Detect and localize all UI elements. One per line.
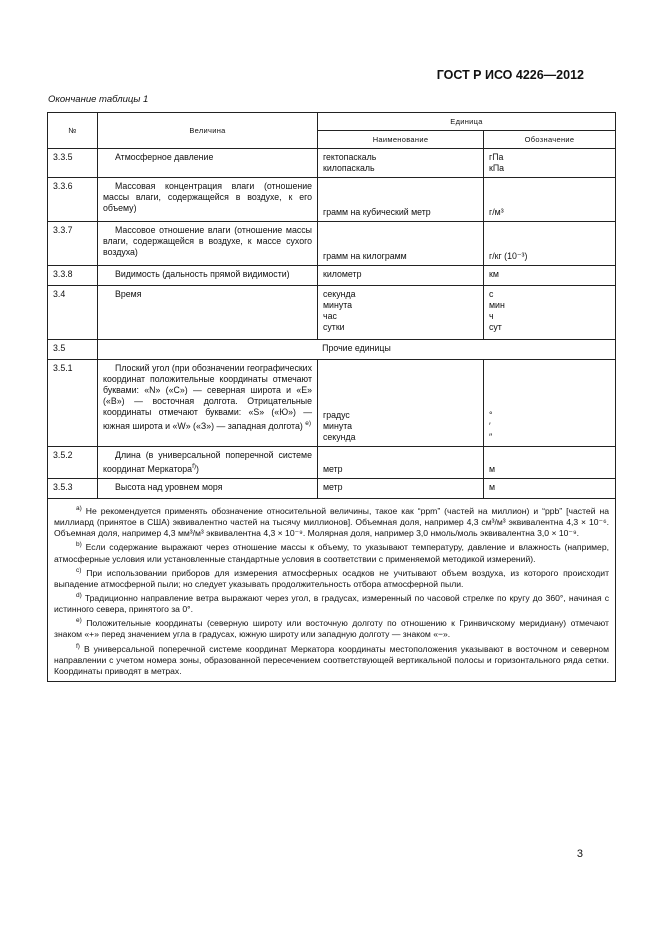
row-unit-symbols — [484, 149, 616, 178]
unit-symbol: кПа — [489, 163, 505, 173]
table-row — [48, 360, 616, 447]
col-unit-symbol-header: Обозначение — [484, 131, 616, 149]
row-no: 3.5.1 — [48, 360, 98, 447]
page-number: 3 — [576, 848, 583, 860]
unit-symbol: г/кг (10⁻³) — [484, 222, 616, 266]
notes-row — [48, 499, 616, 682]
footnote-mark: b) — [76, 541, 82, 549]
col-no-header: № — [48, 113, 98, 149]
table-row — [48, 447, 616, 479]
unit-symbol: м — [484, 447, 616, 479]
document-id: ГОСТ Р ИСО 4226—2012 — [436, 68, 584, 82]
row-quantity: Видимость (дальность прямой видимости) — [98, 266, 318, 286]
row-unit-names — [318, 149, 484, 178]
footnote-mark: a) — [76, 505, 82, 512]
table-row — [48, 222, 616, 266]
unit-name: градус — [323, 410, 350, 420]
unit-symbol: ° — [489, 410, 493, 420]
unit-name: секунда — [323, 289, 356, 299]
unit-symbol: км — [484, 266, 616, 286]
footnote-ref: e) — [305, 420, 312, 427]
unit-symbol: сут — [489, 322, 502, 332]
unit-name: километр — [318, 266, 484, 286]
quantity-text: Плоский угол (при обозначении географических координат положительные координаты отмечают буквами: «N» («С») — северная широта и «E» («В») — восточная долгота. Отрицательные координаты отмечают буквами: «S» («Ю») — южная широта и «W» («З») — западная долгота) — [103, 363, 312, 431]
unit-name: минута — [323, 421, 353, 431]
row-no: 3.3.7 — [48, 222, 98, 266]
row-unit-names — [318, 360, 484, 447]
section-row — [48, 340, 616, 360]
row-quantity: Время — [98, 286, 318, 340]
footnote — [54, 565, 609, 590]
row-no: 3.3.6 — [48, 178, 98, 222]
unit-name: метр — [318, 447, 484, 479]
row-quantity — [98, 360, 318, 447]
unit-name: метр — [318, 479, 484, 499]
section-no: 3.5 — [48, 340, 98, 360]
unit-name: минута — [323, 300, 353, 310]
unit-symbol: мин — [489, 300, 505, 310]
col-quantity-header: Величина — [98, 113, 318, 149]
row-no: 3.3.5 — [48, 149, 98, 178]
row-unit-names — [318, 286, 484, 340]
row-no: 3.5.3 — [48, 479, 98, 499]
footnote-mark: f) — [76, 642, 80, 650]
unit-symbol: ч — [489, 311, 494, 321]
footnote-mark: d) — [76, 592, 82, 599]
footnote-ref: f) — [192, 463, 197, 470]
unit-name: килопаскаль — [323, 163, 375, 173]
row-quantity: Атмосферное давление — [98, 149, 318, 178]
footnote — [54, 503, 609, 539]
unit-symbol: ″ — [489, 432, 493, 442]
footnote — [54, 615, 609, 640]
table-caption: Окончание таблицы 1 — [48, 94, 149, 105]
unit-name: грамм на килограмм — [318, 222, 484, 266]
footnote-text: Положительные координаты (северную широту или восточную долготу по отношению к Гринвичскому меридиану) отмечают знаком «+» перед значением угла в градусах, южную широту или западную долготу — знаком «−». — [54, 618, 609, 640]
row-quantity: Массовая концентрация влаги (отношение массы влаги, содержащейся в воздухе, к его объему) — [98, 178, 318, 222]
table-notes — [48, 499, 616, 682]
row-quantity: Массовое отношение влаги (отношение массы влаги, содержащейся в воздухе, к массе сухого воздуха) — [98, 222, 318, 266]
unit-symbol: м — [484, 479, 616, 499]
footnote — [54, 539, 609, 564]
footnote-text: В универсальной поперечной системе координат Меркатора координаты местоположения указывают в восточном и северном направлении с учетом номера зоны, образованной пересечением соответствующей вертикальной полосы и горизонтального ряда сетки. Координаты приводят в метрах. — [54, 643, 609, 676]
unit-symbol: ′ — [489, 421, 491, 431]
unit-symbol: с — [489, 289, 494, 299]
row-no: 3.3.8 — [48, 266, 98, 286]
col-unit-name-header: Наименование — [318, 131, 484, 149]
footnote-text: При использовании приборов для измерения атмосферных осадков не учитывают объем воздуха, из которого происходит выпадение атмосферной пыли; но следует указывать продолжительность отбора атмосферной пыли. — [54, 567, 609, 589]
unit-name: секунда — [323, 432, 356, 442]
footnote-text: Не рекомендуется применять обозначение относительной величины, такое как “ppm” (частей на миллион) и “ppb” [частей на миллиард (принятое в США) эквивалентно частей на тысячу миллионов]. Объемная доля, например 4,3 см³/м³ эквивалентна 4,3 × 10⁻⁶. Объемная доля, например 4,3 мм³/м³ эквивалентна 4,3 × 10⁻⁹. Молярная доля, например 3,0 нмоль/моль эквивалентна 3,0 × 10⁻⁹. — [54, 505, 609, 539]
unit-symbol: гПа — [489, 152, 504, 162]
unit-name: сутки — [323, 322, 345, 332]
table-row — [48, 479, 616, 499]
table-row — [48, 178, 616, 222]
quantity-text: Длина (в универсальной поперечной системе координат Меркатора — [103, 450, 312, 474]
table-row — [48, 286, 616, 340]
table-row — [48, 149, 616, 178]
footnote — [54, 590, 609, 615]
unit-symbol: г/м³ — [484, 178, 616, 222]
units-table — [47, 112, 616, 682]
row-no: 3.4 — [48, 286, 98, 340]
row-no: 3.5.2 — [48, 447, 98, 479]
footnote-text: Традиционно направление ветра выражают через угол, в градусах, измеренный по часовой стрелке по кругу до 360°, начиная с истинного севера, принятого за 0°. — [54, 592, 609, 615]
col-unit-header: Единица — [318, 113, 616, 131]
section-title: Прочие единицы — [98, 340, 616, 360]
unit-name: час — [323, 311, 337, 321]
footnote-text: Если содержание выражают через отношение массы к объему, то указывают температуру, давление и влажность (например, атмосферные условия или установленные стандартные условия в соответствии с применяемой методикой измерений). — [54, 542, 610, 564]
row-quantity: Высота над уровнем моря — [98, 479, 318, 499]
table-row — [48, 266, 616, 286]
unit-name: грамм на кубический метр — [318, 178, 484, 222]
quantity-tail: ) — [196, 463, 199, 474]
row-unit-symbols — [484, 286, 616, 340]
footnote-mark: c) — [76, 566, 82, 574]
row-quantity — [98, 447, 318, 479]
footnote-mark: e) — [76, 617, 82, 625]
row-unit-symbols — [484, 360, 616, 447]
footnote — [54, 641, 609, 677]
unit-name: гектопаскаль — [323, 152, 377, 162]
